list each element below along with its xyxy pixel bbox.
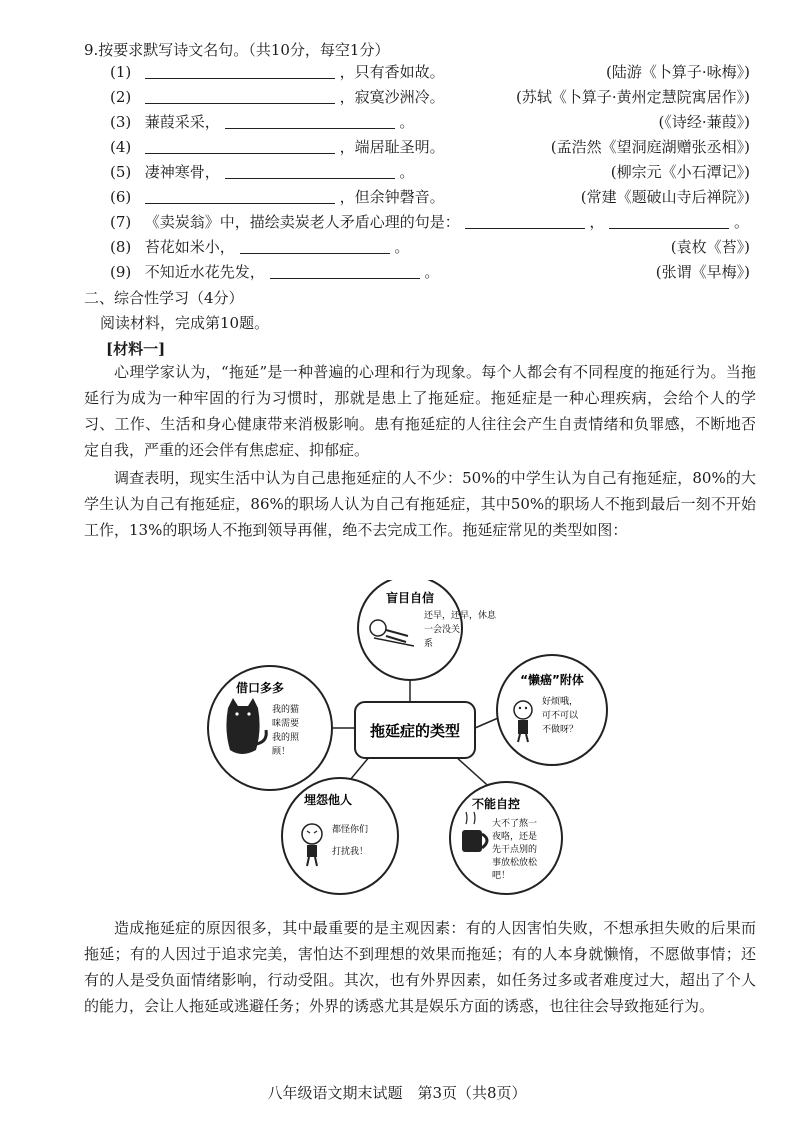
node-text: 事放松放松	[492, 858, 538, 868]
item-source: (柳宗元《小石潭记》)	[610, 163, 750, 181]
item-after: ，	[589, 213, 605, 231]
node-title: “懒癌”附体	[520, 673, 584, 687]
section-heading: 二、综合性学习（4分）	[84, 289, 244, 307]
answer-blank-2[interactable]	[609, 212, 729, 229]
item-source: (苏轼《卜算子·黄州定慧院寓居作》)	[516, 88, 750, 106]
answer-blank[interactable]	[225, 112, 395, 129]
q9-item-3	[110, 110, 750, 134]
node-text: 顾！	[272, 747, 291, 757]
node-text: 可不可以	[542, 711, 579, 721]
item-after: 。	[399, 163, 415, 181]
answer-blank[interactable]	[240, 237, 390, 254]
q9-item-6	[110, 185, 750, 209]
item-number: (4)	[110, 138, 132, 156]
item-after: ，但余钟磬音。	[339, 188, 445, 206]
item-number: (3)	[110, 113, 132, 131]
item-after: 。	[399, 113, 415, 131]
answer-blank[interactable]	[225, 162, 395, 179]
item-number: (8)	[110, 238, 132, 256]
instruction: 阅读材料，完成第10题。	[100, 314, 270, 332]
item-number: (7)	[110, 213, 132, 231]
node-text: 还早，还早，休息	[424, 611, 497, 621]
node-title: 不能自控	[471, 797, 521, 811]
question-9-title: 9.按要求默写诗文名句。（共10分，每空1分）	[84, 41, 390, 59]
item-number: (5)	[110, 163, 132, 181]
q9-item-1	[110, 60, 750, 84]
item-before: 凄神寒骨，	[144, 163, 220, 181]
node-lazy	[497, 655, 607, 765]
answer-blank[interactable]	[145, 187, 335, 204]
node-title: 盲目自信	[385, 591, 435, 605]
q9-item-7	[110, 210, 750, 234]
item-number: (2)	[110, 88, 132, 106]
answer-blank[interactable]	[465, 212, 585, 229]
material-label: [材料一]	[106, 340, 166, 358]
node-text: 一会没关	[424, 625, 461, 635]
answer-blank[interactable]	[145, 62, 335, 79]
item-source: (孟浩然《望洞庭湖赠张丞相》)	[550, 138, 750, 156]
item-number: (9)	[110, 263, 132, 281]
item-before: 《卖炭翁》中，描绘卖炭老人矛盾心理的句是：	[144, 213, 460, 231]
q9-item-5	[110, 160, 750, 184]
page-footer: 八年级语文期末试题 第3页（共8页）	[267, 1084, 527, 1102]
node-blame-others	[282, 778, 398, 894]
node-text: 我的照	[272, 733, 300, 743]
q9-item-9	[110, 260, 750, 284]
node-text: 先干点别的	[492, 845, 538, 855]
node-blind-confidence	[358, 580, 497, 680]
item-after: 。	[424, 263, 440, 281]
center-box	[355, 702, 475, 758]
answer-blank[interactable]	[145, 87, 335, 104]
node-text: 系	[424, 639, 434, 649]
paragraph-3: 造成拖延症的原因很多，其中最重要的是主观因素：有的人因害怕失败，不想承担失败的后果而拖延；有的人因过于追求完美，害怕达不到理想的效果而拖延；有的人本身就懒惰，不愿做事情；还有的人是受负面情绪影响，行动受阻。其次，也有外界因素，如任务过多或者难度过大，超出了个人的能力，会让人拖延或逃避任务；外界的诱惑尤其是娱乐方面的诱惑，也往往会导致拖延行为。	[84, 919, 756, 1015]
item-before: 蒹葭采采，	[144, 113, 220, 131]
item-number: (1)	[110, 63, 132, 81]
answer-blank[interactable]	[270, 262, 420, 279]
node-many-excuses	[208, 666, 332, 790]
item-after: ，端居耻圣明。	[339, 138, 445, 156]
item-end: 。	[733, 213, 749, 231]
node-text: 都怪你们	[332, 825, 369, 835]
node-text: 咪需要	[272, 719, 300, 729]
node-text: 我的猫	[272, 705, 300, 715]
item-source: (常建《题破山寺后禅院》)	[580, 188, 750, 206]
item-source: (陆游《卜算子·咏梅》)	[606, 63, 750, 81]
item-before: 不知近水花先发，	[144, 263, 265, 281]
q9-item-2	[110, 85, 750, 109]
item-number: (6)	[110, 188, 132, 206]
paragraph-2: 调查表明，现实生活中认为自己患拖延症的人不少：50%的中学生认为自己有拖延症，80%的大学生认为自己有拖延症，86%的职场人认为自己有拖延症，其中50%的职场人不拖到最后一刻不开始工作，13%的职场人不拖到领导再催，绝不去完成工作。拖延症常见的类型如图：	[84, 469, 756, 539]
item-after: 。	[394, 238, 410, 256]
paragraph-1: 心理学家认为，“拖延”是一种普遍的心理和行为现象。每个人都会有不同程度的拖延行为。当拖延行为成为一种牢固的行为习惯时，那就是患上了拖延症。拖延症是一种心理疾病，会给个人的学习、工作、生活和身心健康带来消极影响。患有拖延症的人往往会产生自责情绪和负罪感，不断地否定自我，严重的还会伴有焦虑症、抑郁症。	[84, 363, 756, 459]
item-source: (张谓《早梅》)	[655, 263, 750, 281]
procrastination-types-diagram	[200, 580, 620, 900]
item-after: ，寂寞沙洲冷。	[339, 88, 445, 106]
item-source: (《诗经·蒹葭》)	[658, 113, 750, 131]
center-title: 拖延症的类型	[369, 722, 461, 740]
q9-item-4	[110, 135, 750, 159]
node-text: 打扰我！	[332, 847, 369, 857]
item-before: 苔花如米小，	[144, 238, 235, 256]
node-title: 埋怨他人	[303, 793, 353, 807]
node-text: 好烦哦，	[542, 697, 579, 707]
node-title: 借口多多	[235, 681, 285, 695]
q9-item-8	[110, 235, 750, 259]
node-text: 不做呀？	[542, 725, 579, 735]
answer-blank[interactable]	[145, 137, 335, 154]
node-text: 吧！	[492, 871, 511, 881]
node-text: 夜咯，还是	[492, 832, 538, 842]
item-source: (袁枚《苔》)	[670, 238, 750, 256]
node-no-self-control	[450, 782, 562, 894]
node-text: 大不了熬一	[492, 819, 538, 829]
item-after: ，只有香如故。	[339, 63, 445, 81]
